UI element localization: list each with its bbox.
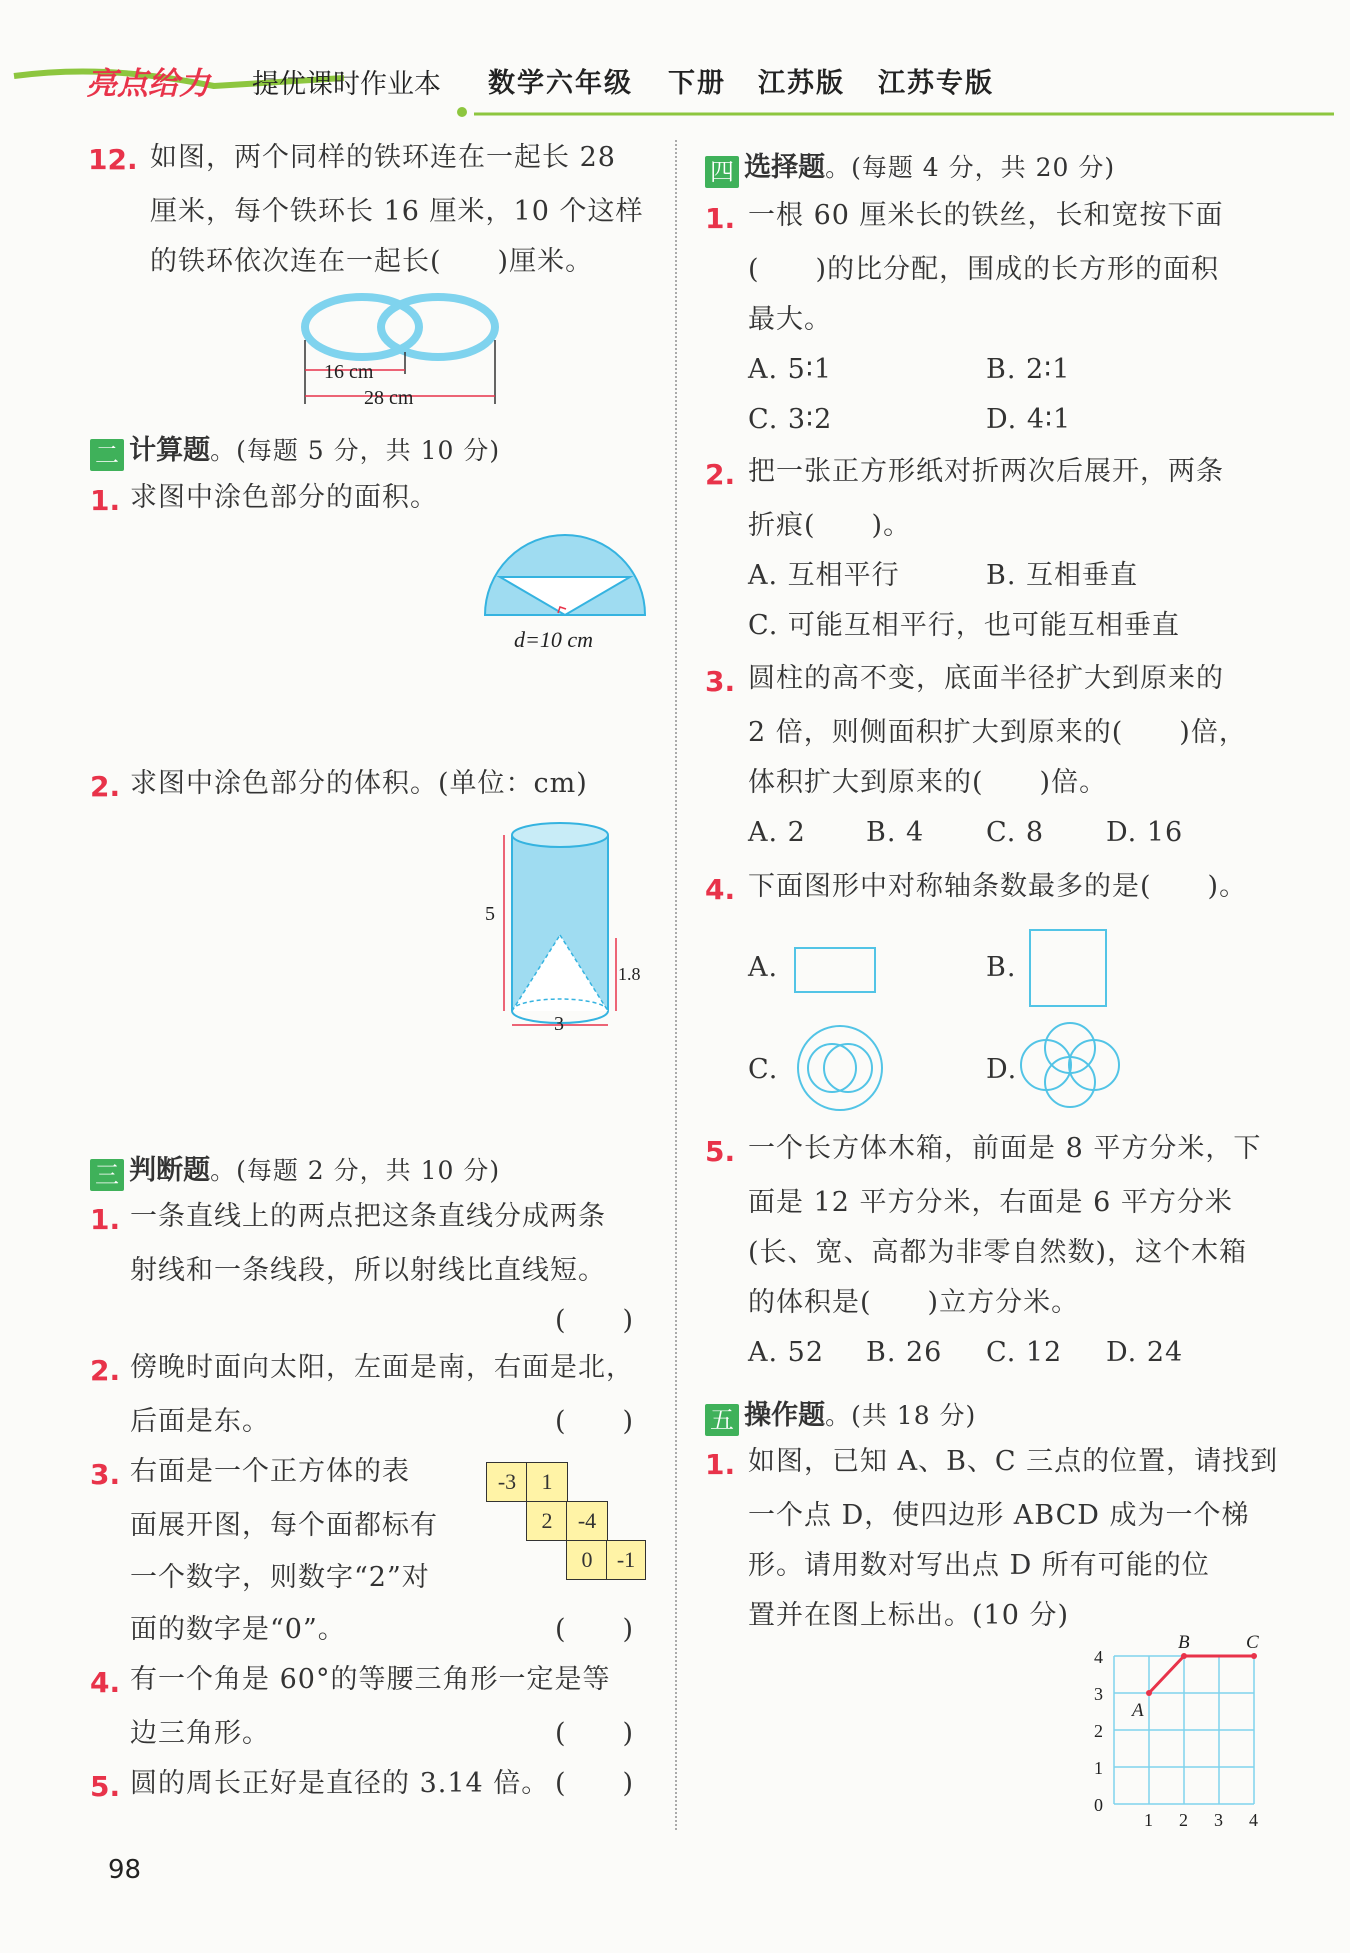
s5q1-number: 1. [705,1448,736,1481]
s4q1-number: 1. [705,202,736,235]
s3q3-line-2: 面展开图，每个面都标有 [130,1510,438,1541]
s3q5-answer[interactable]: ( ) [555,1768,635,1799]
s4q4-option-a[interactable]: A. [748,952,779,983]
s3q3-number: 3. [90,1458,121,1491]
header-special: 江苏专版 [878,68,994,99]
s4q5-option-a[interactable]: A. 52 [748,1337,825,1368]
s5q1-line-3: 形。请用数对写出点 D 所有可能的位 [748,1550,1210,1581]
s3q2-number: 2. [90,1354,121,1387]
section-3-header [90,1145,500,1197]
y-tick: 3 [1094,1684,1103,1704]
section-2-header [90,425,500,477]
x-tick: 1 [1144,1810,1153,1830]
s4q3-number: 3. [705,665,736,698]
cylinder-width-label: 3 [554,1013,564,1035]
s5q1-line-4: 置并在图上标出。(10 分) [748,1600,1070,1631]
s3q2-answer[interactable]: ( ) [555,1406,635,1437]
y-tick: 0 [1094,1795,1103,1815]
section-5-header [705,1390,976,1442]
q12-number: 12. [88,143,138,176]
header-volume: 下册 [668,68,726,99]
s3q3-line-1: 右面是一个正方体的表 [130,1456,410,1487]
s4q5-line-1: 一个长方体木箱，前面是 8 平方分米，下 [748,1133,1262,1164]
net-cell: 0 [566,1540,608,1580]
y-tick: 2 [1094,1721,1103,1741]
s4q5-line-4: 的体积是( )立方分米。 [748,1287,1080,1318]
x-tick: 2 [1179,1810,1188,1830]
s3q4-line-2: 边三角形。 [130,1718,270,1749]
y-tick: 4 [1094,1647,1103,1667]
s4q5-number: 5. [705,1135,736,1168]
s4q1-line-3: 最大。 [748,304,832,335]
net-cell: -3 [486,1462,528,1502]
s4q2-line-2: 折痕( )。 [748,510,912,541]
s4q3-option-c[interactable]: C. 8 [986,817,1045,848]
cylinder-height-label: 5 [485,903,495,925]
s4q1-option-b[interactable]: B. 2∶1 [986,354,1071,385]
s3q1-answer[interactable]: ( ) [555,1305,635,1336]
semicircle-figure [480,535,650,655]
s4q1-line-2: ( )的比分配，围成的长方形的面积 [748,254,1220,285]
s3q3-line-4: 面的数字是“0”。 [130,1614,346,1645]
cone-height-label: 1.8 [618,964,641,984]
s4q3-line-2: 2 倍，则侧面积扩大到原来的( )倍， [748,717,1247,748]
net-cell: -1 [606,1540,646,1580]
s3q3-answer[interactable]: ( ) [555,1614,635,1645]
section-5-icon: 五 [705,1404,739,1436]
s5q1-line-1: 如图，已知 A、B、C 三点的位置，请找到 [748,1446,1279,1477]
q12-line-1: 如图，两个同样的铁环连在一起长 28 [150,142,616,173]
section-3-title: 判断题 [129,1155,211,1186]
header-subtitle: 提优课时作业本 [252,69,441,100]
x-tick: 3 [1214,1810,1223,1830]
s4q5-line-2: 面是 12 平方分米，右面是 6 平方分米 [748,1187,1233,1218]
section-5-score: 。(共 18 分) [825,1401,977,1430]
section-2-title: 计算题 [129,435,211,466]
s3q4-line-1: 有一个角是 60°的等腰三角形一定是等 [130,1664,611,1695]
rectangle-shape [795,948,875,992]
header-edition: 江苏版 [758,68,845,99]
s4q5-option-c[interactable]: C. 12 [986,1337,1063,1368]
point-a-label: A [1132,1700,1144,1721]
section-4-score: 。(每题 4 分，共 20 分) [825,153,1116,182]
s4q3-option-a[interactable]: A. 2 [748,817,806,848]
s2q1-number: 1. [90,484,121,517]
s3q1-line-2: 射线和一条线段，所以射线比直线短。 [130,1255,606,1286]
symmetry-shapes-figure [780,920,1160,1120]
s4q3-option-b[interactable]: B. 4 [866,817,925,848]
column-divider [675,140,677,1830]
s4q4-option-b[interactable]: B. [986,952,1017,983]
s3q5-number: 5. [90,1770,121,1803]
page-number: 98 [108,1855,142,1885]
page-header [0,30,1350,110]
s4q2-option-a[interactable]: A. 互相平行 [748,560,900,591]
s4q4-option-c[interactable]: C. [748,1054,779,1085]
section-4-icon: 四 [705,156,739,188]
s3q5-text: 圆的周长正好是直径的 3.14 倍。 [130,1768,550,1799]
cube-net-figure [486,1462,646,1582]
section-4-header [705,142,1115,194]
s4q1-option-d[interactable]: D. 4∶1 [986,404,1072,435]
s2q2-text: 求图中涂色部分的体积。(单位：cm) [130,768,588,799]
s5q1-line-2: 一个点 D，使四边形 ABCD 成为一个梯 [748,1500,1250,1531]
s3q1-number: 1. [90,1203,121,1236]
y-tick: 1 [1094,1758,1103,1778]
section-2-icon: 二 [90,439,124,471]
s4q1-option-a[interactable]: A. 5∶1 [748,354,833,385]
s4q2-line-1: 把一张正方形纸对折两次后展开，两条 [748,456,1224,487]
square-shape [1030,930,1106,1006]
s3q2-line-2: 后面是东。 [130,1406,270,1437]
section-3-score: 。(每题 2 分，共 10 分) [210,1156,501,1185]
s3q4-answer[interactable]: ( ) [555,1718,635,1749]
semicircle-label: d=10 cm [514,627,593,652]
s4q3-option-d[interactable]: D. 16 [1106,817,1184,848]
s4q5-line-3: (长、宽、高都为非零自然数)，这个木箱 [748,1237,1248,1268]
s2q1-text: 求图中涂色部分的面积。 [130,482,438,513]
ring-label-28: 28 cm [364,387,414,409]
q12-line-2: 厘米，每个铁环长 16 厘米，10 个这样 [150,196,644,227]
s4q2-option-b[interactable]: B. 互相垂直 [986,560,1139,591]
iron-rings-figure [300,292,500,412]
two-circles-shape [798,1026,882,1110]
section-3-icon: 三 [90,1159,124,1191]
net-cell: -4 [566,1501,608,1541]
cylinder-figure [480,820,641,1040]
s2q2-number: 2. [90,770,121,803]
net-cell: 2 [526,1501,568,1541]
s4q4-number: 4. [705,873,736,906]
point-c-label: C [1246,1632,1259,1653]
net-cell: 1 [526,1462,568,1502]
s3q1-line-1: 一条直线上的两点把这条直线分成两条 [130,1201,606,1232]
q12-line-3: 的铁环依次连在一起长( )厘米。 [150,246,594,277]
four-circles-shape [1021,1023,1119,1107]
s4q1-line-1: 一根 60 厘米长的铁丝，长和宽按下面 [748,200,1224,231]
s4q4-text: 下面图形中对称轴条数最多的是( )。 [748,871,1248,902]
s3q2-line-1: 傍晚时面向太阳，左面是南，右面是北， [130,1352,634,1383]
header-grade: 数学六年级 [488,68,633,99]
s4q4-option-d[interactable]: D. [986,1054,1018,1085]
ring-label-16: 16 cm [324,361,374,383]
s3q3-line-3: 一个数字，则数字“2”对 [130,1562,430,1593]
point-b-label: B [1178,1632,1190,1653]
s4q5-option-d[interactable]: D. 24 [1106,1337,1184,1368]
brand-logo: 亮点给力 [86,66,210,102]
section-5-title: 操作题 [744,1400,826,1431]
coordinate-grid-figure[interactable] [1090,1634,1270,1834]
section-2-score: 。(每题 5 分，共 10 分) [210,436,501,465]
s3q4-number: 4. [90,1666,121,1699]
s4q1-option-c[interactable]: C. 3∶2 [748,404,833,435]
x-tick: 4 [1249,1810,1258,1830]
s4q5-option-b[interactable]: B. 26 [866,1337,943,1368]
s4q2-option-c[interactable]: C. 可能互相平行，也可能互相垂直 [748,610,1180,641]
s4q3-line-1: 圆柱的高不变，底面半径扩大到原来的 [748,663,1224,694]
section-4-title: 选择题 [744,152,826,183]
s4q2-number: 2. [705,458,736,491]
s4q3-line-3: 体积扩大到原来的( )倍。 [748,767,1108,798]
